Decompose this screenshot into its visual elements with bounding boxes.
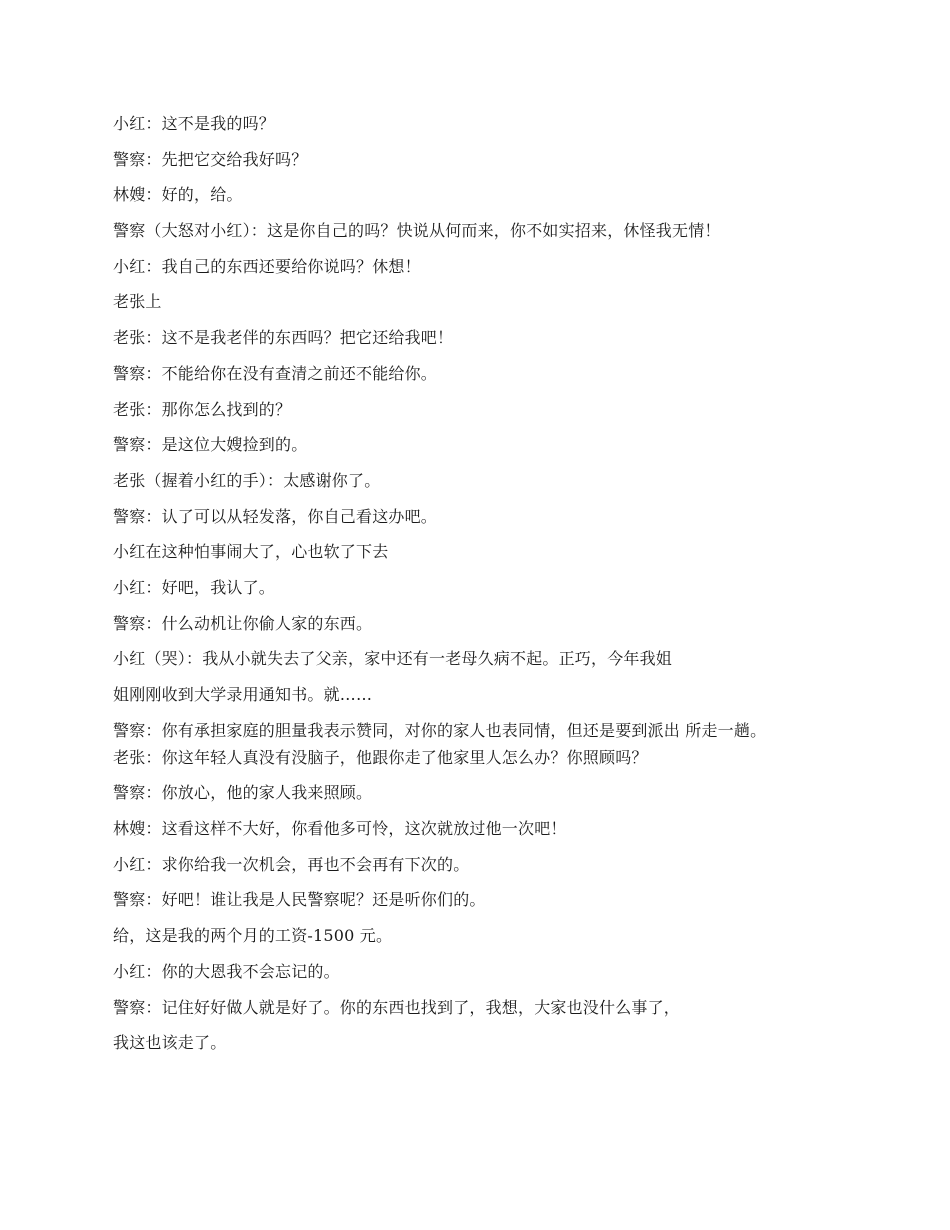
stage-direction: 老张上 — [113, 292, 162, 312]
dialogue-line-continued: 给，这是我的两个月的工资-1500 元。 — [113, 926, 393, 946]
dialogue-line: 警察：记住好好做人就是好了。你的东西也找到了，我想，大家也没什么事了， — [113, 997, 681, 1017]
dialogue-line: 小红：我自己的东西还要给你说吗？休想！ — [113, 256, 421, 276]
dialogue-line: 小红：你的大恩我不会忘记的。 — [113, 961, 340, 981]
stage-direction: 小红在这种怕事闹大了，心也软了下去 — [113, 542, 389, 562]
dialogue-line: 老张：这不是我老伴的东西吗？把它还给我吧！ — [113, 328, 454, 348]
dialogue-line: 警察：是这位大嫂捡到的。 — [113, 435, 308, 455]
dialogue-line: 林嫂：好的，给。 — [113, 185, 243, 205]
dialogue-line: 警察：认了可以从轻发落，你自己看这办吧。 — [113, 506, 438, 526]
dialogue-line: 警察：先把它交给我好吗？ — [113, 149, 308, 169]
dialogue-line: 老张：你这年轻人真没有没脑子，他跟你走了他家里人怎么办？你照顾吗？ — [113, 747, 648, 767]
dialogue-line-continued: 我这也该走了。 — [113, 1033, 227, 1053]
dialogue-line: 警察：你放心，他的家人我来照顾。 — [113, 783, 373, 803]
dialogue-line: 小红：这不是我的吗？ — [113, 114, 276, 133]
script-body — [113, 113, 833, 1068]
dialogue-line: 警察：什么动机让你偷人家的东西。 — [113, 613, 373, 633]
dialogue-line: 警察（大怒对小红）：这是你自己的吗？快说从何而来，你不如实招来，休怪我无情！ — [113, 221, 721, 241]
dialogue-line: 警察：不能给你在没有查清之前还不能给你。 — [113, 363, 438, 383]
dialogue-line: 警察：你有承担家庭的胆量我表示赞同，对你的家人也表同情，但还是要到派出 所走一趟。 — [113, 720, 767, 740]
dialogue-line: 老张：那你怎么找到的？ — [113, 399, 292, 419]
dialogue-line-continued: 姐刚刚收到大学录用通知书。就…… — [113, 685, 373, 704]
dialogue-line: 小红：好吧，我认了。 — [113, 577, 276, 597]
dialogue-line: 小红：求你给我一次机会，再也不会再有下次的。 — [113, 854, 470, 874]
dialogue-line: 小红（哭）：我从小就失去了父亲，家中还有一老母久病不起。正巧，今年我姐 — [113, 649, 673, 669]
dialogue-line: 警察：好吧！谁让我是人民警察呢？还是听你们的。 — [113, 890, 486, 910]
dialogue-line: 老张（握着小红的手）：太感谢你了。 — [113, 470, 381, 490]
dialogue-line: 林嫂：这看这样不大好，你看他多可怜，这次就放过他一次吧！ — [113, 819, 567, 839]
